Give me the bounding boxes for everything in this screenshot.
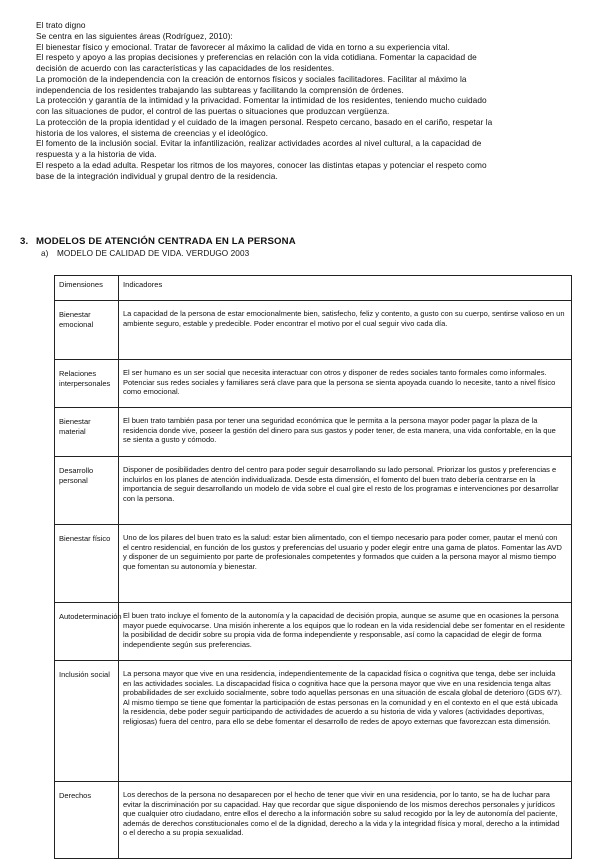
intro-line: La protección de la propia identidad y el cuidado de la imagen personal. Respeto cercano, basado en el cariño, respetar la [36, 116, 493, 127]
indicator-paragraph: La persona mayor que vive en una residencia, independientemente de la capacidad física o cognitiva que tenga, debe ser incluida en las actividades sociales. La discapacidad física o cognitiva hace que la persona mayor que vive en una residencia tenga altas probabilidades de ser excluido socialmente, sobre todo aquellas personas en una situación de escala global de deterioro (GDS 6/7). [123, 669, 563, 698]
dimension-cell: Desarrollo personal [55, 457, 119, 525]
intro-line: respuesta y a la historia de vida. [36, 149, 157, 159]
indicator-cell: El buen trato incluye el fomento de la autonomía y la capacidad de decisión propia, aunque se asume que en ocasiones la persona mayor puede equivocarse. Una misión inherente a los equipos que lo rodean en la vida residencial debe ser fomentar en el residente la posibilidad de decidir sobre su propia vida de forma independiente y responsable, así como la capacidad de elegir de forma independiente según sus preferencias. [119, 603, 572, 661]
dimension-cell: Bienestar físico [55, 525, 119, 603]
intro-line: base de la integración individual y grupal dentro de la residencia. [36, 170, 278, 181]
section-number: 3. [20, 236, 29, 247]
section-heading [20, 236, 296, 247]
dimension-cell: Bienestar material [55, 408, 119, 457]
quality-of-life-table [54, 275, 572, 859]
table-row [55, 661, 572, 782]
intro-line: decisión de acuerdo con las características y las capacidades de los residentes. [36, 63, 335, 73]
intro-line: Se centra en las siguientes áreas (Rodríguez, 2010): [36, 30, 233, 41]
intro-line: El respeto a la edad adulta. Respetar los ritmos de los mayores, conocer las distintas etapas y potenciar el respeto como [36, 159, 487, 170]
intro-text-block [36, 20, 584, 181]
indicator-cell: Los derechos de la persona no desaparecen por el hecho de tener que vivir en una residencia, por lo tanto, se ha de luchar para evitar la discriminación por su capacidad. Hay que recordar que sigue disponiendo de los mismos derechos personales y jurídicos que cualquier otro ciudadano, entre ellos el derecho a la información sobre su salud recogido por la ley de autonomía del paciente, además de derechos constitucionales como el de la dignidad, derecho a la vida y la integridad física y moral, derecho a la intimidad o el derecho a su propia sexualidad. [119, 782, 572, 859]
indicator-cell: La capacidad de la persona de estar emocionalmente bien, satisfecho, feliz y contento, a gusto con su cuerpo, sentirse valioso en un ambiente seguro, estable y predecible. Poder encontrar el motivo por el cual seguir vivo cada día. [119, 301, 572, 360]
section-title: MODELOS DE ATENCIÓN CENTRADA EN LA PERSONA [36, 236, 296, 247]
indicator-cell: Disponer de posibilidades dentro del centro para poder seguir desarrollando su lado personal. Priorizar los gustos y preferencias e incluirlos en los planes de atención individualizada. Desde esta dimensión, el fomento del buen trato debería centrarse en la importancia de seguir desarrollando un modelo de vida sobre el cual gire el resto de los programas e intervenciones por desarrollar con la persona. [119, 457, 572, 525]
intro-line: El bienestar físico y emocional. Tratar de favorecer al máximo la calidad de vida en torno a su experiencia vital. [36, 41, 450, 52]
table-row [55, 360, 572, 408]
dimension-cell: Autodeterminación [55, 603, 119, 661]
intro-line: con las situaciones de pudor, el control de las puertas o situaciones que produzcan vergüenza. [36, 106, 390, 116]
table-row [55, 301, 572, 360]
table-row [55, 408, 572, 457]
table-header-row [55, 276, 572, 301]
table-row [55, 457, 572, 525]
indicator-paragraph: Al mismo tiempo se tiene que fomentar la participación de estas personas en la comunidad y en el contexto en el que está ubicada la residencia, debe poder seguir participando de actividades de acuerdo a su historia de vida y valores (actividades deportivas, religiosas) fuera del centro, para ello se debe fomentar el desarrollo de redes de apoyo externas que favorezcan esta dimensión. [123, 697, 558, 726]
intro-line: El fomento de la inclusión social. Evitar la infantilización, realizar actividades acordes al nivel cultural, a la capacidad de [36, 138, 482, 149]
dimension-cell: Bienestar emocional [55, 301, 119, 360]
intro-line: historia de los valores, el sistema de creencias y el ideológico. [36, 127, 268, 138]
table-row [55, 782, 572, 859]
dimension-cell: Derechos [55, 782, 119, 859]
subsection-title: MODELO DE CALIDAD DE VIDA. VERDUGO 2003 [57, 249, 250, 258]
intro-line: El trato digno [36, 20, 86, 30]
indicator-cell: Uno de los pilares del buen trato es la salud: estar bien alimentado, con el tiempo necesario para poder comer, pautar el menú con el centro residencial, en función de los gustos y preferencias del usuario y poder elegir entre una gama de platos. Fomentar las AVD y disponer de un seguimiento por parte de profesionales competentes y formados que cuiden a la persona mayor al mismo tiempo que fomentan su autonomía y bienestar. [119, 525, 572, 603]
indicator-cell [119, 661, 572, 782]
header-dimensions: Dimensiones [55, 276, 119, 301]
intro-line: independencia de los residentes trabajando las subtareas y facilitando la comprensión de órdenes. [36, 84, 404, 95]
indicator-cell: El ser humano es un ser social que necesita interactuar con otros y disponer de redes sociales tanto formales como informales. Potenciar sus redes sociales y familiares será clave para que la persona se sienta apoyada cuando lo necesite, tanto a nivel físico como emocional. [119, 360, 572, 408]
table-row [55, 525, 572, 603]
intro-line: La promoción de la independencia con la creación de entornos físicos y sociales facilitadores. Facilitar al máximo la [36, 73, 467, 84]
subsection-letter: a) [41, 249, 49, 258]
subsection-heading [41, 249, 249, 258]
dimension-cell: Inclusión social [55, 661, 119, 782]
indicator-cell: El buen trato también pasa por tener una seguridad económica que le permita a la persona mayor poder pagar la plaza de la residencia donde vive, poseer la gestión del dinero para sus gastos y poder tener, de esta manera, una vida confortable, en la que se sienta a gusto y cómodo. [119, 408, 572, 457]
header-indicators: Indicadores [119, 276, 572, 301]
table-row [55, 603, 572, 661]
intro-line: El respeto y apoyo a las propias decisiones y preferencias en relación con la vida cotidiana. Fomentar la capacidad de [36, 52, 477, 63]
dimension-cell: Relaciones interpersonales [55, 360, 119, 408]
intro-line: La protección y garantía de la intimidad y la privacidad. Fomentar la intimidad de los residentes, teniendo mucho cuidado [36, 95, 487, 106]
